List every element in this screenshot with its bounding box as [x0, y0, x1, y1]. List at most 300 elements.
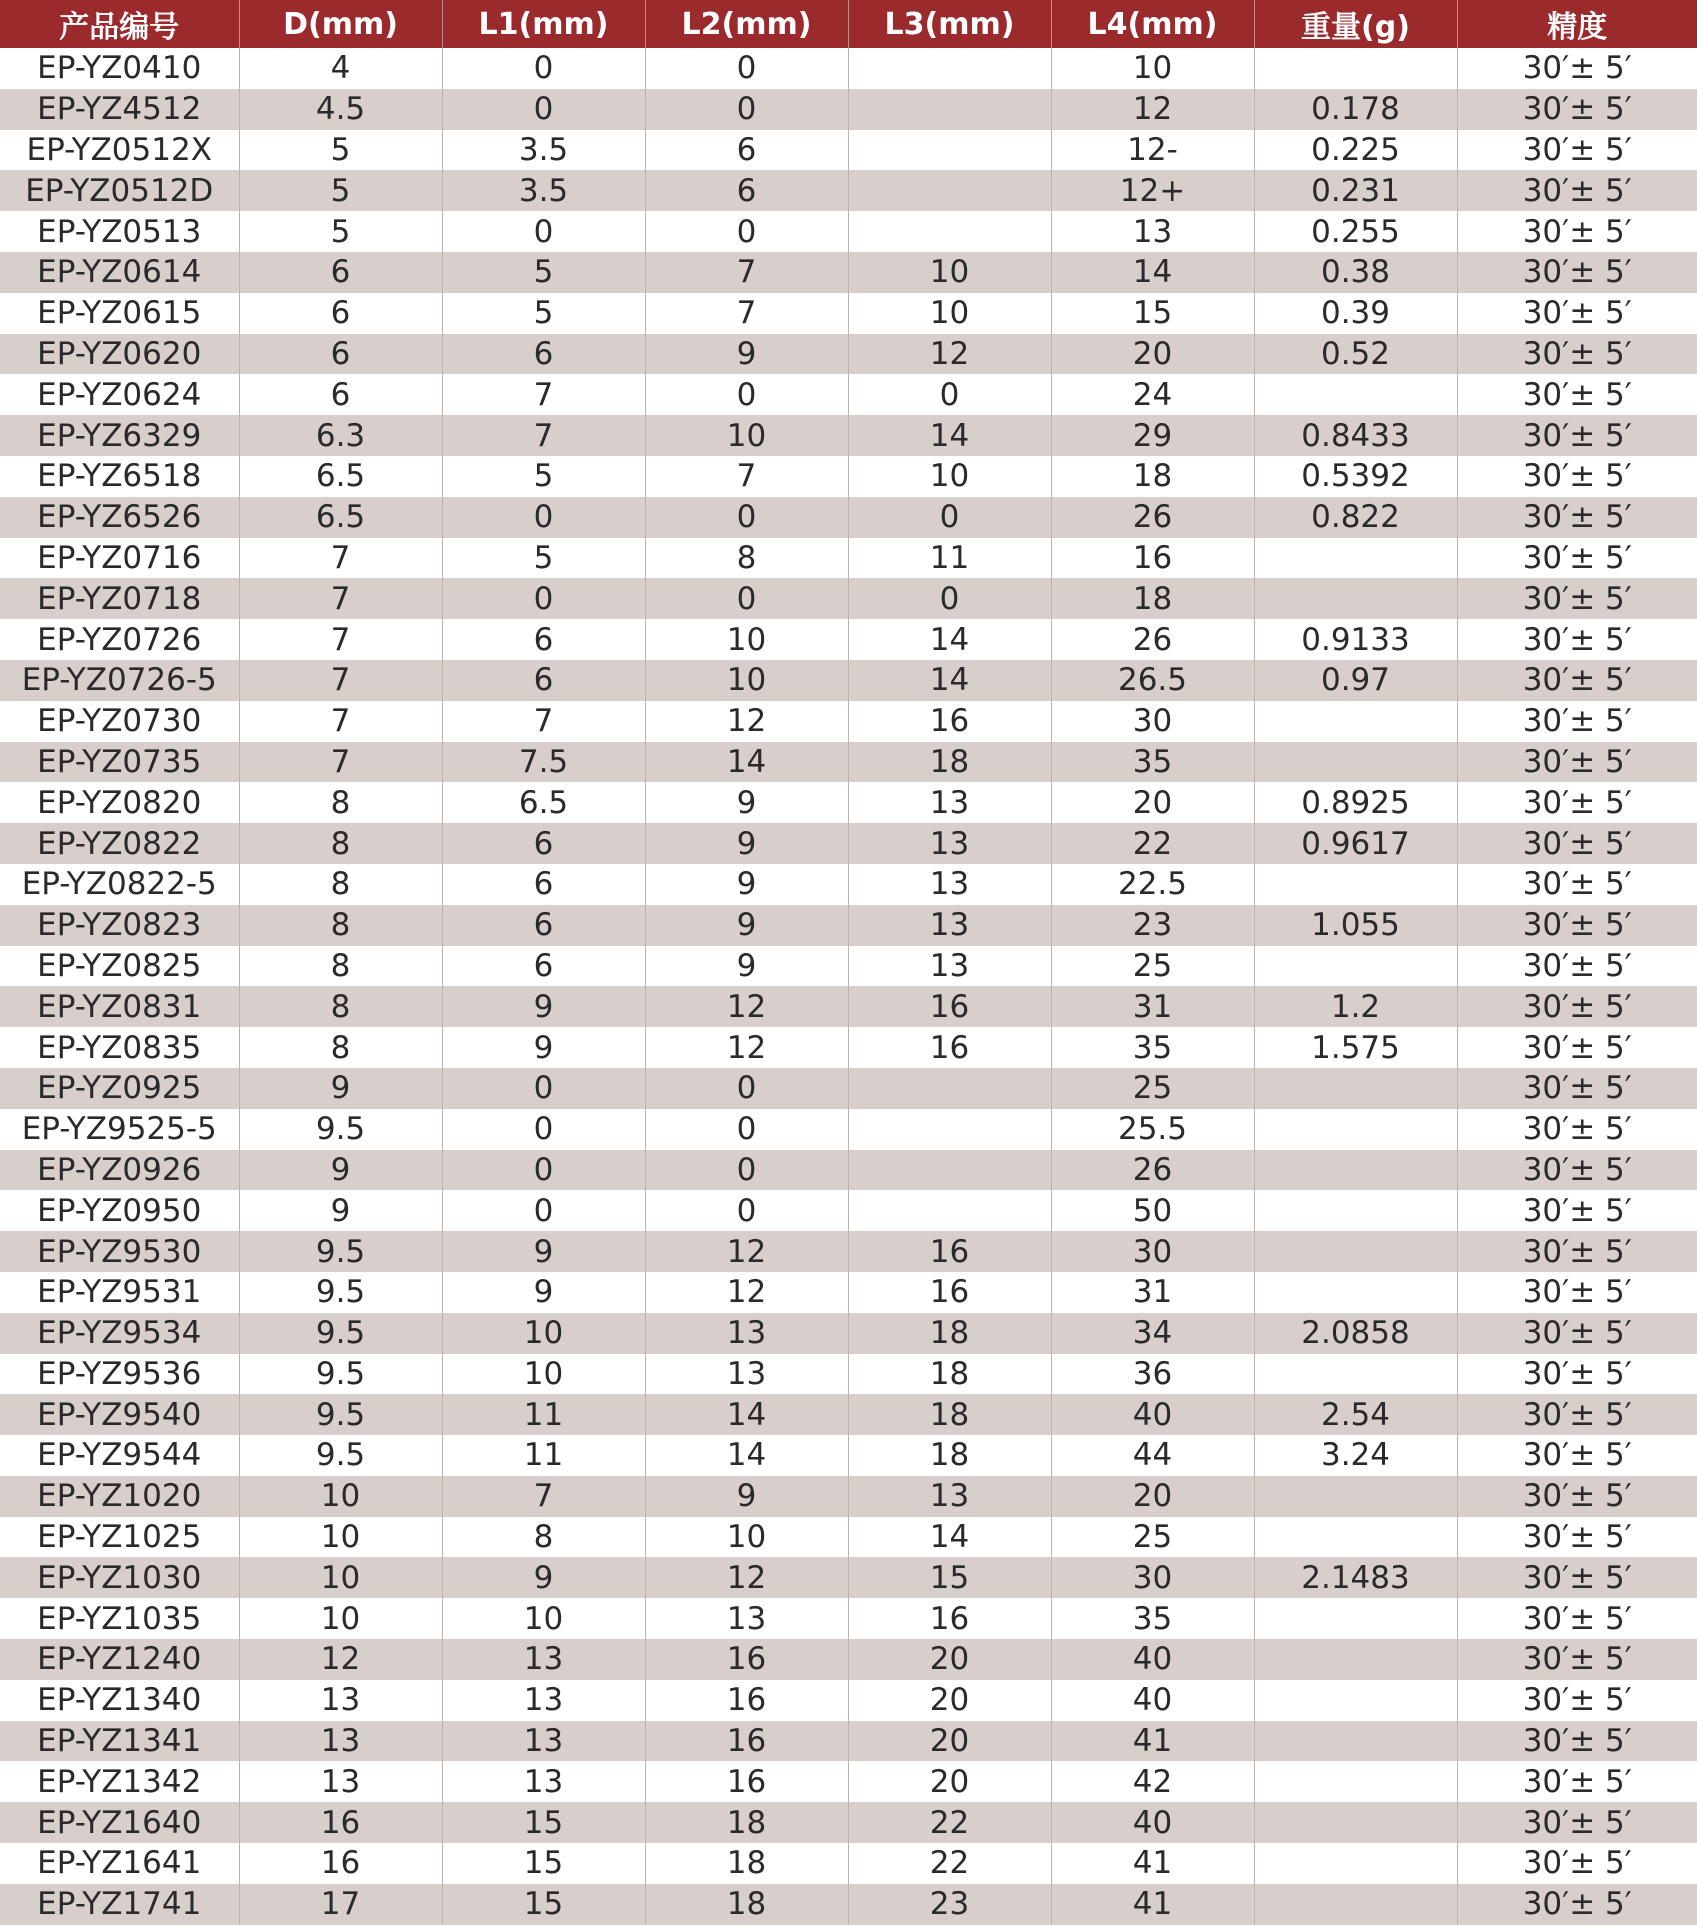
cell-l2: 0: [645, 211, 848, 252]
cell-l2: 9: [645, 334, 848, 375]
cell-product-code: EP-YZ9540: [0, 1394, 239, 1435]
cell-precision: 30′± 5′: [1457, 211, 1697, 252]
cell-weight: 3.24: [1254, 1435, 1457, 1476]
cell-product-code: EP-YZ9525-5: [0, 1109, 239, 1150]
cell-product-code: EP-YZ6526: [0, 497, 239, 538]
cell-l2: 7: [645, 293, 848, 334]
cell-l1: 11: [442, 1394, 645, 1435]
cell-product-code: EP-YZ1640: [0, 1802, 239, 1843]
cell-l3: 10: [848, 252, 1051, 293]
table-row: [0, 252, 1697, 293]
header-row: [0, 0, 1697, 48]
cell-precision: 30′± 5′: [1457, 1068, 1697, 1109]
cell-weight: [1254, 48, 1457, 89]
cell-l3: 13: [848, 782, 1051, 823]
cell-l3: 15: [848, 1557, 1051, 1598]
cell-l2: 18: [645, 1843, 848, 1884]
cell-weight: [1254, 742, 1457, 783]
cell-d: 16: [239, 1843, 442, 1884]
cell-l4: 22: [1051, 823, 1254, 864]
table-body: [0, 48, 1697, 1925]
table-row: [0, 1150, 1697, 1191]
cell-l4: 41: [1051, 1721, 1254, 1762]
cell-l1: 5: [442, 252, 645, 293]
cell-precision: 30′± 5′: [1457, 782, 1697, 823]
cell-l1: 9: [442, 1027, 645, 1068]
cell-l3: [848, 211, 1051, 252]
cell-l3: 11: [848, 538, 1051, 579]
cell-l4: 30: [1051, 701, 1254, 742]
cell-weight: [1254, 1109, 1457, 1150]
cell-precision: 30′± 5′: [1457, 1272, 1697, 1313]
cell-product-code: EP-YZ0512X: [0, 130, 239, 171]
cell-product-code: EP-YZ1035: [0, 1598, 239, 1639]
cell-l1: 7: [442, 374, 645, 415]
cell-l4: 18: [1051, 578, 1254, 619]
cell-product-code: EP-YZ1025: [0, 1517, 239, 1558]
cell-product-code: EP-YZ0820: [0, 782, 239, 823]
cell-l1: 3.5: [442, 170, 645, 211]
cell-weight: [1254, 1721, 1457, 1762]
cell-weight: 0.225: [1254, 130, 1457, 171]
cell-weight: 2.54: [1254, 1394, 1457, 1435]
table-row: [0, 1354, 1697, 1395]
cell-weight: [1254, 1517, 1457, 1558]
cell-l3: 13: [848, 905, 1051, 946]
cell-l3: 18: [848, 1394, 1051, 1435]
cell-d: 13: [239, 1680, 442, 1721]
cell-l4: 24: [1051, 374, 1254, 415]
cell-d: 7: [239, 660, 442, 701]
cell-product-code: EP-YZ0726: [0, 619, 239, 660]
cell-product-code: EP-YZ0726-5: [0, 660, 239, 701]
table-row: [0, 1761, 1697, 1802]
cell-weight: [1254, 1680, 1457, 1721]
cell-l3: [848, 130, 1051, 171]
cell-product-code: EP-YZ0823: [0, 905, 239, 946]
cell-product-code: EP-YZ0410: [0, 48, 239, 89]
cell-product-code: EP-YZ1341: [0, 1721, 239, 1762]
cell-l4: 34: [1051, 1313, 1254, 1354]
table-row: [0, 1557, 1697, 1598]
cell-l2: 9: [645, 905, 848, 946]
cell-weight: [1254, 701, 1457, 742]
table-row: [0, 211, 1697, 252]
cell-l2: 13: [645, 1354, 848, 1395]
table-row: [0, 130, 1697, 171]
cell-d: 13: [239, 1761, 442, 1802]
cell-weight: 0.255: [1254, 211, 1457, 252]
cell-precision: 30′± 5′: [1457, 619, 1697, 660]
cell-precision: 30′± 5′: [1457, 48, 1697, 89]
cell-precision: 30′± 5′: [1457, 89, 1697, 130]
cell-l4: 23: [1051, 905, 1254, 946]
table-row: [0, 782, 1697, 823]
cell-l4: 40: [1051, 1394, 1254, 1435]
cell-d: 9: [239, 1190, 442, 1231]
cell-product-code: EP-YZ0822-5: [0, 864, 239, 905]
table-row: [0, 1598, 1697, 1639]
cell-weight: 0.822: [1254, 497, 1457, 538]
header-l1: L1(mm): [442, 0, 645, 48]
cell-d: 10: [239, 1598, 442, 1639]
cell-l4: 25: [1051, 946, 1254, 987]
table-row: [0, 1190, 1697, 1231]
cell-product-code: EP-YZ9544: [0, 1435, 239, 1476]
cell-l1: 9: [442, 1272, 645, 1313]
cell-weight: 0.178: [1254, 89, 1457, 130]
cell-l3: [848, 1190, 1051, 1231]
cell-l3: 20: [848, 1639, 1051, 1680]
cell-l1: 5: [442, 456, 645, 497]
cell-precision: 30′± 5′: [1457, 1231, 1697, 1272]
cell-l3: 14: [848, 619, 1051, 660]
table-row: [0, 293, 1697, 334]
cell-l4: 26: [1051, 619, 1254, 660]
cell-d: 6: [239, 334, 442, 375]
cell-l2: 0: [645, 89, 848, 130]
cell-precision: 30′± 5′: [1457, 1394, 1697, 1435]
cell-d: 17: [239, 1884, 442, 1925]
cell-l1: 6: [442, 334, 645, 375]
cell-l4: 13: [1051, 211, 1254, 252]
cell-d: 6.3: [239, 415, 442, 456]
cell-precision: 30′± 5′: [1457, 1190, 1697, 1231]
cell-l1: 6: [442, 946, 645, 987]
cell-precision: 30′± 5′: [1457, 701, 1697, 742]
table-row: [0, 1476, 1697, 1517]
cell-product-code: EP-YZ1641: [0, 1843, 239, 1884]
cell-product-code: EP-YZ0735: [0, 742, 239, 783]
cell-l3: 16: [848, 1272, 1051, 1313]
table-row: [0, 1231, 1697, 1272]
cell-weight: 0.38: [1254, 252, 1457, 293]
cell-product-code: EP-YZ0624: [0, 374, 239, 415]
cell-l4: 29: [1051, 415, 1254, 456]
cell-precision: 30′± 5′: [1457, 170, 1697, 211]
cell-precision: 30′± 5′: [1457, 130, 1697, 171]
cell-l4: 35: [1051, 742, 1254, 783]
cell-precision: 30′± 5′: [1457, 415, 1697, 456]
cell-precision: 30′± 5′: [1457, 334, 1697, 375]
cell-product-code: EP-YZ0512D: [0, 170, 239, 211]
cell-l2: 16: [645, 1721, 848, 1762]
cell-l4: 31: [1051, 1272, 1254, 1313]
cell-l3: [848, 170, 1051, 211]
cell-l3: 13: [848, 946, 1051, 987]
cell-d: 10: [239, 1557, 442, 1598]
cell-d: 5: [239, 130, 442, 171]
table-row: [0, 905, 1697, 946]
cell-l4: 26: [1051, 497, 1254, 538]
cell-l1: 0: [442, 1068, 645, 1109]
cell-product-code: EP-YZ6518: [0, 456, 239, 497]
cell-l2: 13: [645, 1313, 848, 1354]
cell-l3: [848, 1109, 1051, 1150]
cell-precision: 30′± 5′: [1457, 1598, 1697, 1639]
cell-l4: 18: [1051, 456, 1254, 497]
cell-l2: 9: [645, 1476, 848, 1517]
cell-l1: 0: [442, 497, 645, 538]
cell-product-code: EP-YZ0718: [0, 578, 239, 619]
cell-l2: 10: [645, 1517, 848, 1558]
cell-weight: [1254, 1884, 1457, 1925]
cell-precision: 30′± 5′: [1457, 1313, 1697, 1354]
cell-product-code: EP-YZ0831: [0, 986, 239, 1027]
cell-l3: [848, 89, 1051, 130]
cell-l1: 5: [442, 538, 645, 579]
cell-product-code: EP-YZ0614: [0, 252, 239, 293]
cell-d: 9.5: [239, 1231, 442, 1272]
table-row: [0, 823, 1697, 864]
table-row: [0, 1109, 1697, 1150]
cell-product-code: EP-YZ4512: [0, 89, 239, 130]
cell-product-code: EP-YZ0925: [0, 1068, 239, 1109]
cell-product-code: EP-YZ1342: [0, 1761, 239, 1802]
cell-weight: 0.9133: [1254, 619, 1457, 660]
cell-l4: 40: [1051, 1639, 1254, 1680]
table-row: [0, 1394, 1697, 1435]
cell-weight: 0.9617: [1254, 823, 1457, 864]
table-row: [0, 170, 1697, 211]
cell-product-code: EP-YZ6329: [0, 415, 239, 456]
cell-precision: 30′± 5′: [1457, 1150, 1697, 1191]
cell-d: 10: [239, 1517, 442, 1558]
cell-d: 8: [239, 782, 442, 823]
cell-l4: 16: [1051, 538, 1254, 579]
cell-weight: [1254, 1843, 1457, 1884]
cell-weight: [1254, 1639, 1457, 1680]
cell-l4: 35: [1051, 1027, 1254, 1068]
cell-l3: 10: [848, 456, 1051, 497]
cell-l3: 0: [848, 374, 1051, 415]
cell-l1: 5: [442, 293, 645, 334]
cell-l3: 18: [848, 1435, 1051, 1476]
cell-l3: 18: [848, 742, 1051, 783]
cell-weight: 0.52: [1254, 334, 1457, 375]
cell-l1: 7.5: [442, 742, 645, 783]
cell-l1: 13: [442, 1761, 645, 1802]
cell-d: 9: [239, 1150, 442, 1191]
cell-weight: 0.231: [1254, 170, 1457, 211]
cell-l1: 13: [442, 1639, 645, 1680]
table-row: [0, 1802, 1697, 1843]
cell-l3: 13: [848, 864, 1051, 905]
cell-l2: 9: [645, 864, 848, 905]
cell-l2: 10: [645, 660, 848, 701]
table-row: [0, 1721, 1697, 1762]
cell-precision: 30′± 5′: [1457, 1027, 1697, 1068]
cell-l3: 16: [848, 986, 1051, 1027]
cell-l4: 25.5: [1051, 1109, 1254, 1150]
cell-l3: 20: [848, 1680, 1051, 1721]
cell-weight: [1254, 1761, 1457, 1802]
cell-l3: 14: [848, 1517, 1051, 1558]
header-product-code: 产品编号: [0, 0, 239, 48]
cell-product-code: EP-YZ0825: [0, 946, 239, 987]
cell-l4: 40: [1051, 1680, 1254, 1721]
cell-l1: 6: [442, 619, 645, 660]
cell-l4: 20: [1051, 334, 1254, 375]
cell-l1: 9: [442, 1231, 645, 1272]
cell-product-code: EP-YZ1340: [0, 1680, 239, 1721]
cell-l4: 30: [1051, 1557, 1254, 1598]
cell-l4: 14: [1051, 252, 1254, 293]
cell-l2: 6: [645, 170, 848, 211]
cell-weight: [1254, 1231, 1457, 1272]
cell-l2: 12: [645, 1557, 848, 1598]
cell-l2: 0: [645, 1109, 848, 1150]
cell-l1: 15: [442, 1843, 645, 1884]
cell-l3: 20: [848, 1721, 1051, 1762]
cell-precision: 30′± 5′: [1457, 538, 1697, 579]
cell-l4: 12: [1051, 89, 1254, 130]
cell-d: 5: [239, 211, 442, 252]
cell-l2: 13: [645, 1598, 848, 1639]
cell-l4: 25: [1051, 1517, 1254, 1558]
cell-precision: 30′± 5′: [1457, 864, 1697, 905]
cell-precision: 30′± 5′: [1457, 1843, 1697, 1884]
cell-d: 7: [239, 619, 442, 660]
cell-d: 8: [239, 986, 442, 1027]
cell-l2: 0: [645, 48, 848, 89]
table-row: [0, 538, 1697, 579]
cell-weight: 0.8925: [1254, 782, 1457, 823]
cell-l4: 15: [1051, 293, 1254, 334]
cell-l3: 16: [848, 1598, 1051, 1639]
cell-l3: [848, 48, 1051, 89]
cell-l1: 7: [442, 1476, 645, 1517]
cell-l1: 6: [442, 823, 645, 864]
cell-product-code: EP-YZ0513: [0, 211, 239, 252]
cell-d: 7: [239, 538, 442, 579]
cell-l4: 40: [1051, 1802, 1254, 1843]
cell-weight: [1254, 946, 1457, 987]
cell-l2: 12: [645, 986, 848, 1027]
cell-l1: 15: [442, 1884, 645, 1925]
cell-l1: 0: [442, 578, 645, 619]
cell-precision: 30′± 5′: [1457, 1802, 1697, 1843]
cell-l4: 41: [1051, 1843, 1254, 1884]
cell-l3: 13: [848, 823, 1051, 864]
cell-precision: 30′± 5′: [1457, 1557, 1697, 1598]
cell-l3: 16: [848, 1027, 1051, 1068]
cell-l4: 35: [1051, 1598, 1254, 1639]
cell-l1: 6: [442, 660, 645, 701]
cell-l1: 8: [442, 1517, 645, 1558]
header-l4: L4(mm): [1051, 0, 1254, 48]
cell-l1: 3.5: [442, 130, 645, 171]
cell-weight: [1254, 1598, 1457, 1639]
cell-precision: 30′± 5′: [1457, 742, 1697, 783]
cell-l3: 23: [848, 1884, 1051, 1925]
cell-l2: 18: [645, 1802, 848, 1843]
cell-d: 16: [239, 1802, 442, 1843]
cell-d: 9: [239, 1068, 442, 1109]
cell-product-code: EP-YZ0926: [0, 1150, 239, 1191]
cell-l3: 0: [848, 497, 1051, 538]
cell-l1: 7: [442, 701, 645, 742]
cell-l3: 16: [848, 1231, 1051, 1272]
cell-product-code: EP-YZ1020: [0, 1476, 239, 1517]
cell-weight: 2.0858: [1254, 1313, 1457, 1354]
table-row: [0, 497, 1697, 538]
cell-l2: 9: [645, 823, 848, 864]
cell-l4: 10: [1051, 48, 1254, 89]
cell-d: 9.5: [239, 1272, 442, 1313]
cell-d: 6: [239, 374, 442, 415]
cell-product-code: EP-YZ9534: [0, 1313, 239, 1354]
table-row: [0, 660, 1697, 701]
cell-product-code: EP-YZ1030: [0, 1557, 239, 1598]
cell-l3: 16: [848, 701, 1051, 742]
header-l3: L3(mm): [848, 0, 1051, 48]
cell-weight: [1254, 538, 1457, 579]
cell-l4: 30: [1051, 1231, 1254, 1272]
table-header: [0, 0, 1697, 48]
cell-l2: 14: [645, 1435, 848, 1476]
cell-l4: 31: [1051, 986, 1254, 1027]
cell-precision: 30′± 5′: [1457, 1354, 1697, 1395]
cell-l2: 9: [645, 946, 848, 987]
cell-l3: 13: [848, 1476, 1051, 1517]
cell-l1: 11: [442, 1435, 645, 1476]
cell-product-code: EP-YZ0716: [0, 538, 239, 579]
cell-l1: 9: [442, 986, 645, 1027]
cell-d: 9.5: [239, 1313, 442, 1354]
cell-d: 4.5: [239, 89, 442, 130]
table-row: [0, 89, 1697, 130]
cell-precision: 30′± 5′: [1457, 946, 1697, 987]
cell-precision: 30′± 5′: [1457, 456, 1697, 497]
cell-weight: [1254, 864, 1457, 905]
table-row: [0, 619, 1697, 660]
cell-l1: 10: [442, 1354, 645, 1395]
table-row: [0, 1272, 1697, 1313]
cell-l2: 10: [645, 619, 848, 660]
cell-weight: [1254, 1190, 1457, 1231]
cell-precision: 30′± 5′: [1457, 823, 1697, 864]
cell-weight: [1254, 374, 1457, 415]
cell-l2: 0: [645, 1190, 848, 1231]
cell-l2: 14: [645, 742, 848, 783]
cell-l3: 10: [848, 293, 1051, 334]
cell-weight: 0.5392: [1254, 456, 1457, 497]
cell-weight: 0.8433: [1254, 415, 1457, 456]
cell-d: 8: [239, 1027, 442, 1068]
cell-l2: 16: [645, 1761, 848, 1802]
cell-product-code: EP-YZ9536: [0, 1354, 239, 1395]
cell-l2: 0: [645, 374, 848, 415]
cell-precision: 30′± 5′: [1457, 374, 1697, 415]
cell-l2: 6: [645, 130, 848, 171]
cell-weight: [1254, 1068, 1457, 1109]
cell-d: 6: [239, 293, 442, 334]
cell-precision: 30′± 5′: [1457, 252, 1697, 293]
table-row: [0, 1517, 1697, 1558]
cell-l2: 0: [645, 1150, 848, 1191]
cell-l2: 0: [645, 497, 848, 538]
cell-l2: 14: [645, 1394, 848, 1435]
cell-l3: 18: [848, 1354, 1051, 1395]
cell-l1: 10: [442, 1313, 645, 1354]
cell-d: 8: [239, 946, 442, 987]
cell-product-code: EP-YZ0615: [0, 293, 239, 334]
cell-precision: 30′± 5′: [1457, 293, 1697, 334]
cell-l4: 36: [1051, 1354, 1254, 1395]
cell-product-code: EP-YZ0835: [0, 1027, 239, 1068]
cell-l2: 9: [645, 782, 848, 823]
